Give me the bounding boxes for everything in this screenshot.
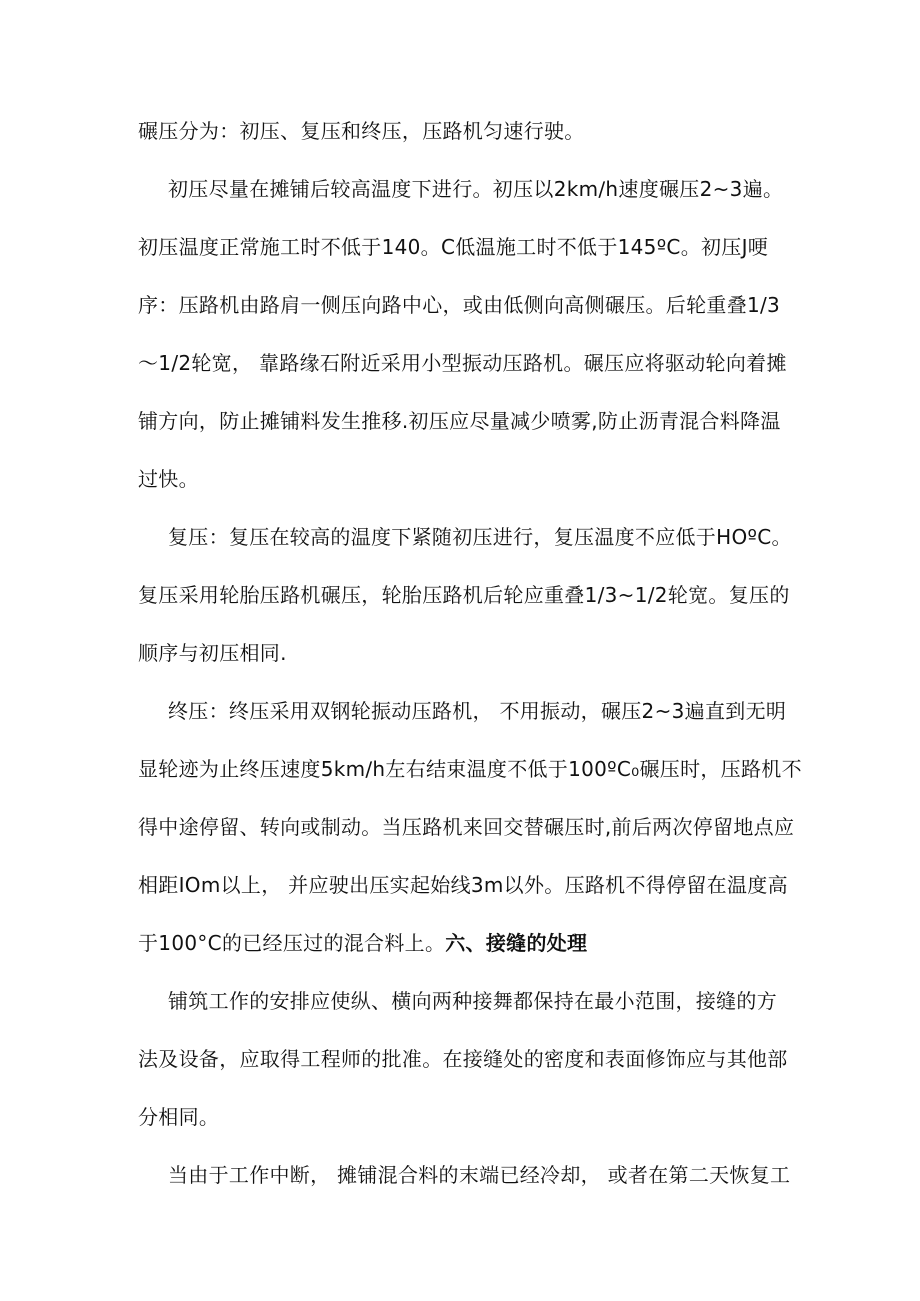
- text-line: 复压：复压在较高的温度下紧随初压进行，复压温度不应低于HOºC。: [168, 525, 792, 549]
- text-line: 铺方向，防止摊铺料发生推移.初压应尽量减少喷雾,防止沥青混合料降温: [138, 409, 781, 433]
- text-line: 铺筑工作的安排应使纵、横向两种接舞都保持在最小范围，接缝的方: [168, 989, 777, 1013]
- text-line: 初压温度正常施工时不低于140。C低温施工时不低于145ºC。初压J哽: [138, 235, 769, 259]
- text-line-with-heading: [0, 929, 920, 957]
- text-line: 相距IOm以上， 并应驶出压实起始线3m以外。压路机不得停留在温度高: [138, 873, 788, 897]
- text-line: 显轮迹为止终压速度5km∕h左右结束温度不低于100ºC₀碾压时，压路机不: [138, 757, 802, 781]
- text-line: 初压尽量在摊铺后较高温度下进行。初压以2km∕h速度碾压2~3遍。: [168, 177, 784, 201]
- text-line: 复压采用轮胎压路机碾压，轮胎压路机后轮应重叠1/3~1/2轮宽。复压的: [138, 583, 790, 607]
- text-line: 当由于工作中断， 摊铺混合料的末端已经冷却， 或者在第二天恢复工: [168, 1163, 791, 1187]
- text-line: 法及设备，应取得工程师的批准。在接缝处的密度和表面修饰应与其他部: [138, 1047, 788, 1071]
- text-line: 过快。: [138, 467, 199, 491]
- text-line: 顺序与初压相同.: [138, 641, 287, 665]
- text-run: 于100°C的已经压过的混合料上。: [138, 931, 446, 955]
- text-line: 分相同。: [138, 1105, 220, 1129]
- section-heading: 六、接缝的处理: [445, 931, 588, 955]
- text-line: 碾压分为：初压、复压和终压，压路机匀速行驶。: [138, 119, 585, 143]
- text-line: ～1/2轮宽， 靠路缘石附近采用小型振动压路机。碾压应将驱动轮向着摊: [138, 351, 787, 375]
- text-line: 终压：终压采用双钢轮振动压路机， 不用振动，碾压2~3遍直到无明: [168, 699, 787, 723]
- text-line: 得中途停留、转向或制动。当压路机来回交替碾压时,前后两次停留地点应: [138, 815, 795, 839]
- text-line: 序：压路机由路肩一侧压向路中心，或由低侧向高侧碾压。后轮重叠1/3: [138, 293, 781, 317]
